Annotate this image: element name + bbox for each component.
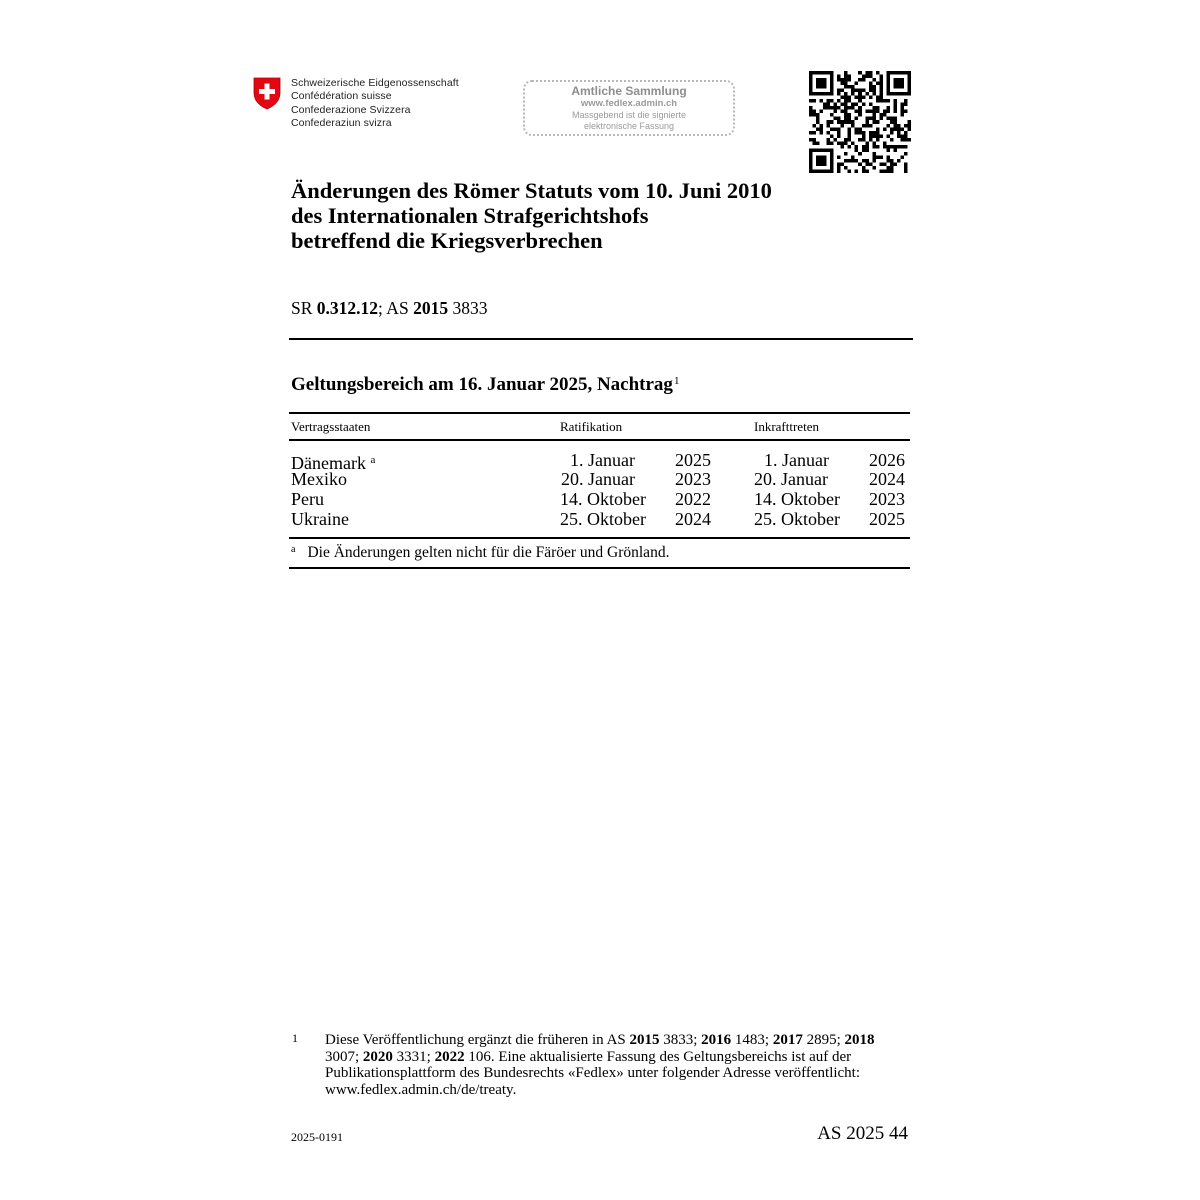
qr-code-icon xyxy=(809,71,911,173)
state-cell: Mexiko xyxy=(291,469,347,489)
state-cell: Ukraine xyxy=(291,509,349,529)
sr-as-reference xyxy=(291,298,487,319)
table-footnote-rule xyxy=(289,567,910,569)
ratification-date: 14. Oktober xyxy=(560,489,646,509)
official-collection-stamp xyxy=(523,80,735,136)
section-divider xyxy=(289,338,913,340)
entry-into-force-date: 25. Oktober xyxy=(754,509,840,529)
entry-into-force-date: 20. Januar xyxy=(754,469,828,489)
stamp-title: Amtliche Sammlung xyxy=(571,84,687,98)
sr-number: 0.312.12 xyxy=(316,298,379,318)
scope-heading-text: Geltungsbereich am 16. Januar 2025, Nachtrag xyxy=(291,374,673,395)
table-bottom-rule xyxy=(289,537,910,539)
table-footnote xyxy=(291,544,669,562)
title-line-2: des Internationalen Strafgerichtshofs xyxy=(291,203,649,228)
entry-into-force-year: 2025 xyxy=(869,509,905,529)
page-reference: AS 2025 44 xyxy=(817,1123,908,1144)
table-header-rule xyxy=(289,439,910,441)
ratification-date: 25. Oktober xyxy=(560,509,646,529)
confederation-name-de: Schweizerische Eidgenossenschaft xyxy=(291,77,459,89)
stamp-note-line1: Massgebend ist die signierte xyxy=(571,110,687,120)
stamp-url: www.fedlex.admin.ch xyxy=(580,98,678,109)
page-footnote-number: 1 xyxy=(292,1031,298,1045)
page-footnote-text: Diese Veröffentlichung ergänzt die früheren in AS 2015 3833; 2016 1483; 2017 2895; 2018 3007; 2020 3331; 2022 106. Eine aktualisierte Fassung des Geltungsbereichs ist auf der Publikationsplattform des Bundesrechts «Fedlex» unter folgender Adresse veröffentlicht: www.fedlex.admin.ch/de/treaty. xyxy=(325,1032,875,1098)
entry-into-force-year: 2026 xyxy=(869,450,905,470)
state-name: Dänemark xyxy=(291,453,366,473)
document-title xyxy=(291,178,772,253)
title-line-3: betreffend die Kriegsverbrechen xyxy=(291,228,603,253)
table-footnote-text: Die Änderungen gelten nicht für die Färöer und Grönland. xyxy=(307,544,670,561)
scope-heading xyxy=(291,374,679,396)
ratification-year: 2025 xyxy=(675,450,711,470)
title-line-1: Änderungen des Römer Statuts vom 10. Juni 2010 xyxy=(291,178,772,203)
footnote-reference-1: 1 xyxy=(673,375,680,387)
sr-prefix: SR xyxy=(291,298,313,318)
entry-into-force-year: 2024 xyxy=(869,469,905,489)
ratification-year: 2023 xyxy=(675,469,711,489)
document-number: 2025-0191 xyxy=(291,1130,343,1144)
entry-into-force-date xyxy=(754,450,829,470)
confederation-name-it: Confederazione Svizzera xyxy=(291,103,411,116)
entry-into-force-date: 14. Oktober xyxy=(754,489,840,509)
column-header-entry-into-force: Inkrafttreten xyxy=(754,419,819,434)
as-prefix: ; AS xyxy=(378,298,409,318)
ratification-year: 2024 xyxy=(675,509,711,529)
ratification-year: 2022 xyxy=(675,489,711,509)
confederation-names xyxy=(291,77,459,131)
ratification-date: 1. Januar xyxy=(570,450,635,470)
state-cell: Peru xyxy=(291,489,324,509)
entry-into-force-date-text: 1. Januar xyxy=(764,450,829,470)
confederation-name-fr: Confédération suisse xyxy=(291,90,392,103)
column-header-ratification: Ratifikation xyxy=(560,419,623,434)
stamp-note-line2: elektronische Fassung xyxy=(583,121,675,131)
table-footnote-marker: a xyxy=(291,544,296,555)
table-top-rule xyxy=(289,412,910,414)
as-year: 2015 xyxy=(413,298,449,318)
entry-into-force-year: 2023 xyxy=(869,489,905,509)
swiss-coat-of-arms-icon xyxy=(252,76,282,110)
as-page: 3833 xyxy=(452,298,488,318)
confederation-name-rm: Confederaziun svizra xyxy=(291,117,392,130)
table-footnote-marker: a xyxy=(370,454,376,466)
ratification-date: 20. Januar xyxy=(561,469,635,489)
column-header-states: Vertragsstaaten xyxy=(291,419,371,434)
